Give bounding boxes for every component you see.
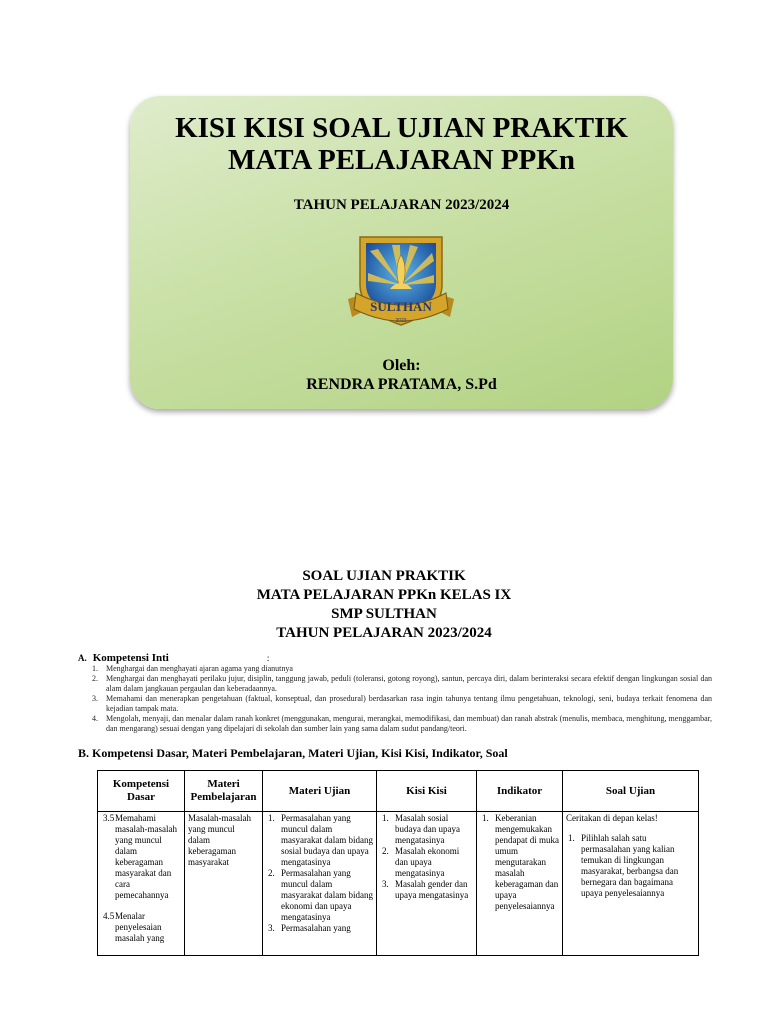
cell-soal-ujian: [563, 812, 699, 956]
header-indikator: Indikator: [477, 771, 563, 812]
document-heading: [0, 567, 768, 643]
item-text: Masalah gender dan upaya mengatasinya: [395, 879, 469, 900]
logo-text: SULTHAN: [370, 299, 432, 314]
cell-kompetensi-dasar: [98, 812, 185, 956]
table-header-row: [98, 771, 699, 812]
list-item-text: Menghargai dan menghayati perilaku jujur, disiplin, tanggung jawab, peduli (toleransi, gotong royong), santun, percaya diri, dalam berinteraksi secara efektif dengan lingkungan sosial dan alam dalam jangkauan pergaulan dan keberadaannya.: [106, 674, 712, 693]
list-item: [101, 911, 181, 944]
section-a-colon: :: [266, 653, 270, 663]
author-label: Oleh:: [382, 357, 421, 374]
heading-line3: SMP SULTHAN: [331, 606, 437, 622]
section-a-label: A.: [78, 653, 87, 663]
list-item-number: 2.: [92, 674, 98, 683]
list-item-text: Memahami dan menerapkan pengetahuan (faktual, konseptual, dan prosedural) berdasarkan rasa ingin tahunya tentang ilmu pengetahuan, teknologi, seni, budaya terkait fenomena dan kejadian tampak mata.: [106, 694, 712, 713]
kisi-kisi-list: [380, 813, 473, 901]
item-number: 1.: [482, 813, 489, 823]
list-item: [266, 813, 373, 868]
header-materi-pembelajaran: Materi Pembelajaran: [185, 771, 263, 812]
heading-line1: SOAL UJIAN PRAKTIK: [302, 568, 466, 584]
list-item: [380, 846, 473, 879]
item-number: 2.: [268, 868, 275, 878]
kd-number: 3.5: [103, 813, 115, 823]
item-text: Masalah ekonomi dan upaya mengatasinya: [395, 846, 460, 878]
materi-pembelajaran-text: Masalah-masalah yang muncul dalam keberagaman masyarakat: [188, 813, 251, 867]
soal-list: [566, 833, 695, 899]
cover-year: TAHUN PELAJARAN 2023/2024: [293, 197, 510, 213]
list-item-text: Mengolah, menyaji, dan menalar dalam ranah konkret (menggunakan, mengurai, merangkai, memodifikasi, dan membuat) dan ranah abstrak (menulis, membaca, menghitung, menggambar, dan mengarang) sesuai dengan yang dipelajari di sekolah dan sumber lain yang sama dalam sudut pandang/teori.: [106, 714, 712, 733]
cover-title-line1: KISI KISI SOAL UJIAN PRAKTIK: [175, 112, 628, 144]
list-item: [566, 833, 695, 899]
school-logo: [346, 233, 456, 338]
logo-year: 2023: [395, 318, 407, 324]
list-item: [78, 694, 712, 714]
soal-instruction: Ceritakan di depan kelas!: [566, 813, 658, 823]
cell-kisi-kisi: [377, 812, 477, 956]
item-number: 3.: [382, 879, 389, 889]
list-item-number: 4.: [92, 714, 98, 723]
item-text: Pilihlah salah satu permasalahan yang kalian temukan di lingkungan masyarakat, berbangsa dan bernegara dan bagaimana upaya penyelesaiannya: [581, 833, 679, 898]
list-item: [266, 923, 373, 934]
section-a-title: Kompetensi Inti: [92, 652, 169, 664]
heading-line2: MATA PELAJARAN PPKn KELAS IX: [256, 587, 512, 603]
item-text: Permasalahan yang muncul dalam masyarakat dalam bidang ekonomi dan upaya mengatasinya: [281, 868, 373, 922]
list-item-number: 3.: [92, 694, 98, 703]
item-text: Masalah sosial budaya dan upaya mengatasinya: [395, 813, 460, 845]
section-kompetensi-inti: [78, 652, 712, 734]
table-row: [98, 812, 699, 956]
kd-list: [101, 813, 181, 944]
cell-materi-ujian: [263, 812, 377, 956]
author-name: RENDRA PRATAMA, S.Pd: [306, 376, 497, 393]
list-item: [78, 664, 712, 674]
item-text: Permasalahan yang: [281, 923, 351, 933]
cell-materi-pembelajaran: [185, 812, 263, 956]
item-text: Permasalahan yang muncul dalam masyarakat dalam bidang sosial budaya dan upaya mengatasinya: [281, 813, 373, 867]
cell-indikator: [477, 812, 563, 956]
section-a-heading: [78, 652, 712, 664]
indikator-list: [480, 813, 559, 912]
list-item: [78, 674, 712, 694]
item-number: 1.: [382, 813, 389, 823]
kd-number: 4.5: [103, 911, 115, 921]
cover-title: [130, 112, 673, 176]
list-item: [266, 868, 373, 923]
list-item: [480, 813, 559, 912]
list-item: [380, 813, 473, 846]
header-materi-ujian: Materi Ujian: [263, 771, 377, 812]
section-b-heading: B. Kompetensi Dasar, Materi Pembelajaran, Materi Ujian, Kisi Kisi, Indikator, Soal: [78, 746, 508, 760]
cover-title-line2: MATA PELAJARAN PPKn: [228, 144, 575, 176]
cover-panel: [130, 96, 673, 409]
kompetensi-inti-list: [78, 664, 712, 734]
list-item: [101, 813, 181, 901]
kisi-kisi-table: [97, 770, 699, 956]
heading-line4: TAHUN PELAJARAN 2023/2024: [276, 625, 492, 641]
kd-text: Menalar penyelesaian masalah yang: [115, 911, 165, 943]
kd-text: Memahami masalah-masalah yang muncul dalam keberagaman masyarakat dan cara pemecahannya: [115, 813, 177, 900]
item-number: 1.: [268, 813, 275, 823]
header-soal-ujian: Soal Ujian: [563, 771, 699, 812]
list-item: [380, 879, 473, 901]
item-text: Keberanian mengemukakan pendapat di muka umum mengutarakan masalah keberagaman dan upaya penyelesaiannya: [495, 813, 559, 911]
list-item-number: 1.: [92, 664, 98, 673]
header-kompetensi-dasar: Kompetensi Dasar: [98, 771, 185, 812]
list-item: [78, 714, 712, 734]
item-number: 1.: [568, 833, 575, 843]
item-number: 2.: [382, 846, 389, 856]
materi-ujian-list: [266, 813, 373, 934]
item-number: 3.: [268, 923, 275, 933]
header-kisi-kisi: Kisi Kisi: [377, 771, 477, 812]
list-item-text: Menghargai dan menghayati ajaran agama yang dianutnya: [106, 664, 293, 673]
author-block: [130, 356, 673, 394]
